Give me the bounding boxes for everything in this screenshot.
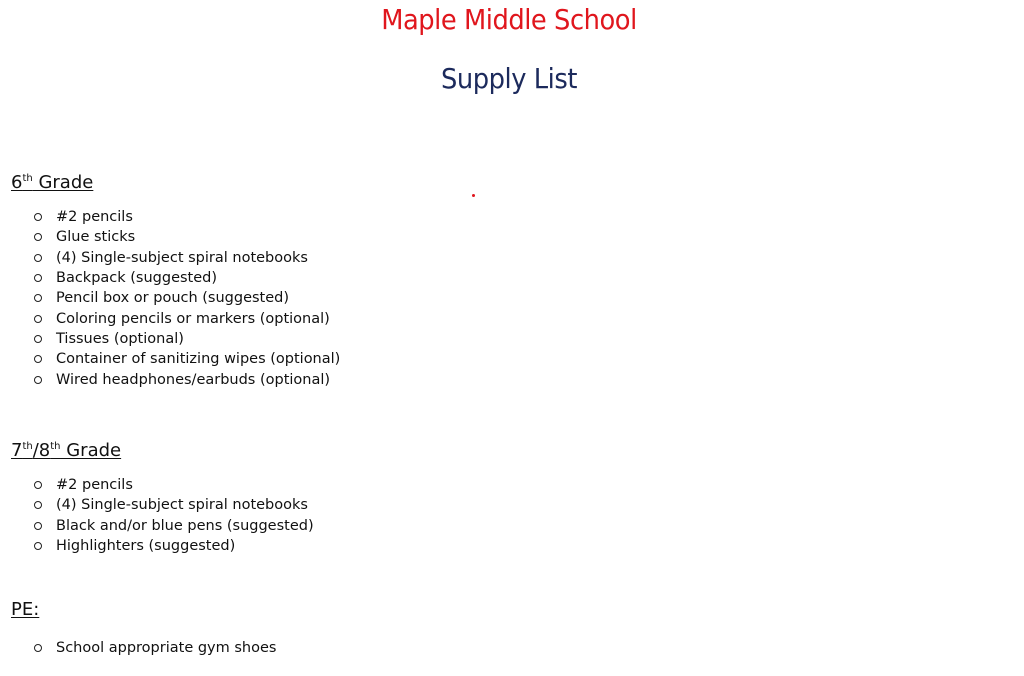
list-item	[34, 207, 340, 227]
circle-bullet-icon	[34, 274, 42, 282]
list-item	[34, 227, 340, 247]
heading-number: 7	[11, 440, 23, 461]
circle-bullet-icon	[34, 501, 42, 509]
list-item-text: (4) Single-subject spiral notebooks	[56, 497, 308, 514]
heading-number: /8	[32, 440, 51, 461]
circle-bullet-icon	[34, 213, 42, 221]
list-item	[34, 516, 314, 536]
list-item	[34, 288, 340, 308]
list-item-text: #2 pencils	[56, 477, 133, 494]
list-pe	[34, 638, 276, 658]
list-item-text: Backpack (suggested)	[56, 270, 218, 287]
school-name: Maple Middle School	[381, 3, 637, 36]
heading-superscript: th	[50, 441, 61, 452]
circle-bullet-icon	[34, 254, 42, 262]
circle-bullet-icon	[34, 644, 42, 652]
circle-bullet-icon	[34, 294, 42, 302]
list-item	[34, 268, 340, 288]
list-item	[34, 475, 314, 495]
section-heading-6th-grade	[11, 171, 93, 195]
list-item	[34, 536, 314, 556]
list-item	[34, 308, 340, 328]
circle-bullet-icon	[34, 376, 42, 384]
circle-bullet-icon	[34, 355, 42, 363]
list-item	[34, 638, 276, 658]
list-item-text: (4) Single-subject spiral notebooks	[56, 249, 308, 266]
list-item-text: Pencil box or pouch (suggested)	[56, 290, 290, 307]
circle-bullet-icon	[34, 315, 42, 323]
list-item-text: Tissues (optional)	[56, 330, 184, 347]
circle-bullet-icon	[34, 335, 42, 343]
list-item	[34, 329, 340, 349]
list-item-text: Wired headphones/earbuds (optional)	[56, 371, 331, 388]
list-7th-8th-grade	[34, 475, 314, 556]
list-item	[34, 349, 340, 369]
list-item-text: School appropriate gym shoes	[56, 640, 277, 657]
circle-bullet-icon	[34, 522, 42, 530]
circle-bullet-icon	[34, 233, 42, 241]
circle-bullet-icon	[34, 481, 42, 489]
list-item	[34, 369, 340, 389]
heading-text: Grade	[32, 172, 94, 193]
section-heading-7th-8th-grade	[11, 439, 121, 463]
list-item-text: Coloring pencils or markers (optional)	[56, 310, 330, 327]
list-item-text: #2 pencils	[56, 209, 133, 226]
list-6th-grade	[34, 207, 340, 390]
document-title: Supply List	[441, 62, 577, 95]
heading-superscript: th	[22, 441, 33, 452]
stray-red-dot	[472, 194, 475, 197]
heading-superscript: th	[22, 173, 33, 184]
section-heading-pe: PE:	[11, 599, 40, 620]
list-item-text: Black and/or blue pens (suggested)	[56, 517, 314, 534]
heading-text: Grade	[60, 440, 122, 461]
list-item-text: Highlighters (suggested)	[56, 538, 236, 555]
list-item-text: Container of sanitizing wipes (optional)	[56, 351, 341, 368]
list-item	[34, 495, 314, 515]
heading-number: 6	[11, 172, 23, 193]
circle-bullet-icon	[34, 542, 42, 550]
list-item	[34, 248, 340, 268]
list-item-text: Glue sticks	[56, 229, 136, 246]
